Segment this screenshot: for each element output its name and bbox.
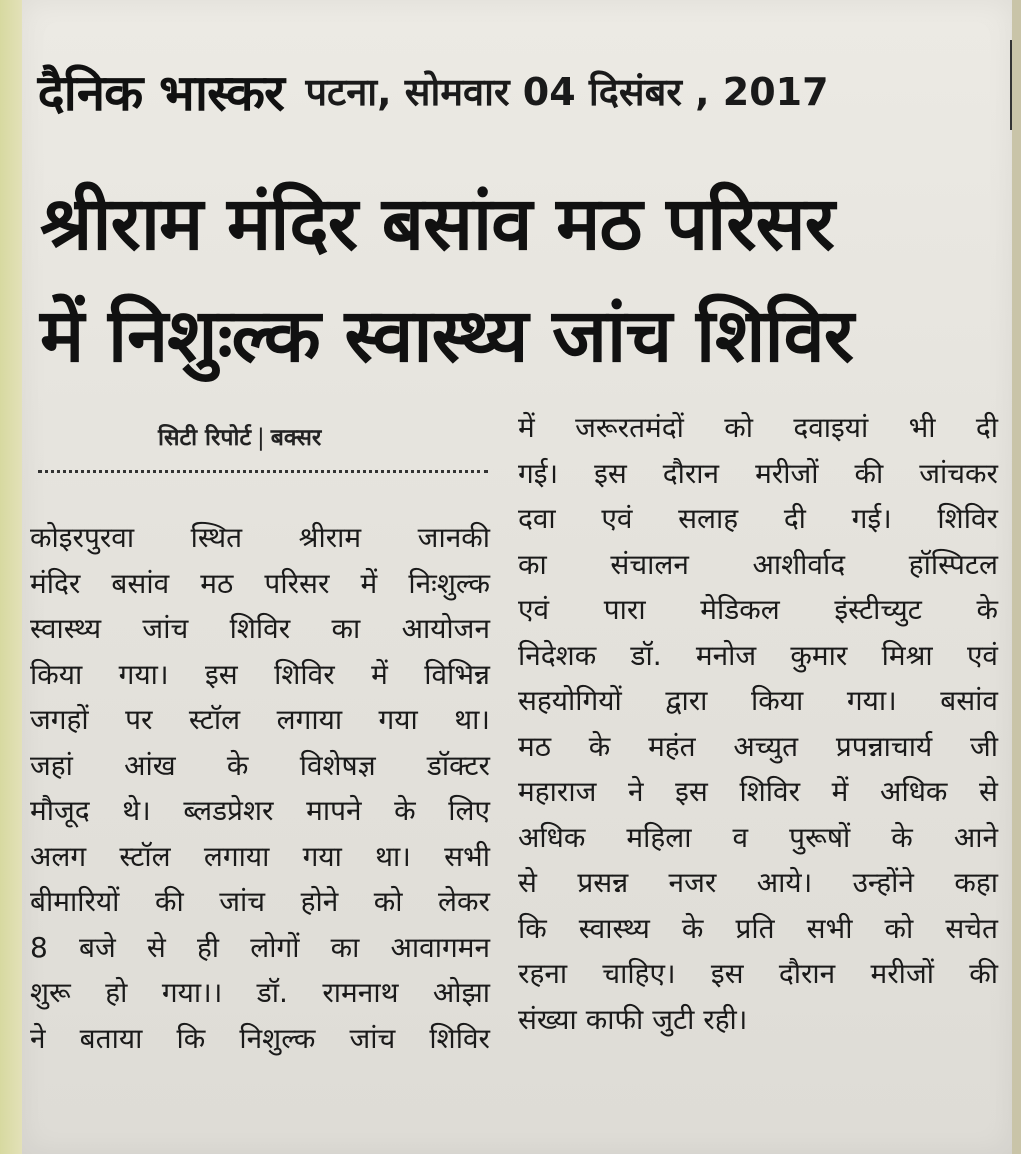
article-line: अधिक महिला व पुरूषों के आने <box>518 820 998 854</box>
article-line: मठ के महंत अच्युत प्रपन्नाचार्य जी <box>518 729 998 763</box>
newspaper-logo: दैनिक भास्कर <box>37 64 284 122</box>
article-line: अलग स्टॉल लगाया गया था। सभी <box>30 839 490 873</box>
article-column-2 <box>518 405 998 1042</box>
article-line: दवा एवं सलाह दी गई। शिविर <box>518 502 998 535</box>
article-line: मंदिर बसांव मठ परिसर में निःशुल्क <box>30 566 490 600</box>
article-line: शुरू हो गया।। डॉ. रामनाथ ओझा <box>30 976 490 1009</box>
article-line: से प्रसन्न नजर आये। उन्होंने कहा <box>518 866 998 899</box>
byline-location: बक्सर <box>270 425 322 451</box>
article-line: जगहों पर स्टॉल लगाया गया था। <box>30 703 490 736</box>
article-line: गई। इस दौरान मरीजों की जांचकर <box>518 456 998 490</box>
article-line: महाराज ने इस शिविर में अधिक से <box>518 775 998 808</box>
article-line: रहना चाहिए। इस दौरान मरीजों की <box>518 957 998 990</box>
article-line: एवं पारा मेडिकल इंस्टीच्युट के <box>518 593 998 626</box>
article-line: में जरूरतमंदों को दवाइयां भी दी <box>518 411 998 444</box>
article-line: जहां आंख के विशेषज्ञ डॉक्टर <box>30 748 490 782</box>
article-line: निदेशक डॉ. मनोज कुमार मिश्रा एवं <box>518 638 998 672</box>
article-line: स्वास्थ्य जांच शिविर का आयोजन <box>30 612 490 645</box>
article-line: संख्या काफी जुटी रही। <box>518 1002 748 1036</box>
article-line: कोइरपुरवा स्थित श्रीराम जानकी <box>30 521 490 554</box>
masthead <box>37 52 1005 130</box>
headline <box>40 168 1000 392</box>
byline <box>158 420 321 452</box>
column-rule <box>1010 40 1012 130</box>
article-line: का संचालन आशीर्वाद हॉस्पिटल <box>518 547 998 581</box>
dotted-divider <box>38 470 488 473</box>
headline-line-1: श्रीराम मंदिर बसांव मठ परिसर <box>40 181 834 267</box>
article-line: ने बताया कि निशुल्क जांच शिविर <box>30 1021 490 1055</box>
article-line: बीमारियों की जांच होने को लेकर <box>30 885 490 918</box>
article-line: किया गया। इस शिविर में विभिन्न <box>30 657 490 691</box>
page-edge <box>0 0 22 1154</box>
article-line: 8 बजे से ही लोगों का आवागमन <box>30 930 490 964</box>
byline-reporter: सिटी रिपोर्ट <box>158 425 252 451</box>
headline-line-2: में निशुःल्क स्वास्थ्य जांच शिविर <box>40 293 854 379</box>
article-column-1 <box>30 515 490 1061</box>
article-line: मौजूद थे। ब्लडप्रेशर मापने के लिए <box>30 794 490 827</box>
byline-separator: | <box>257 425 265 451</box>
article-line: कि स्वास्थ्य के प्रति सभी को सचेत <box>518 911 998 945</box>
article-line: सहयोगियों द्वारा किया गया। बसांव <box>518 684 998 717</box>
dateline: पटना, सोमवार 04 दिसंबर , 2017 <box>305 70 829 114</box>
